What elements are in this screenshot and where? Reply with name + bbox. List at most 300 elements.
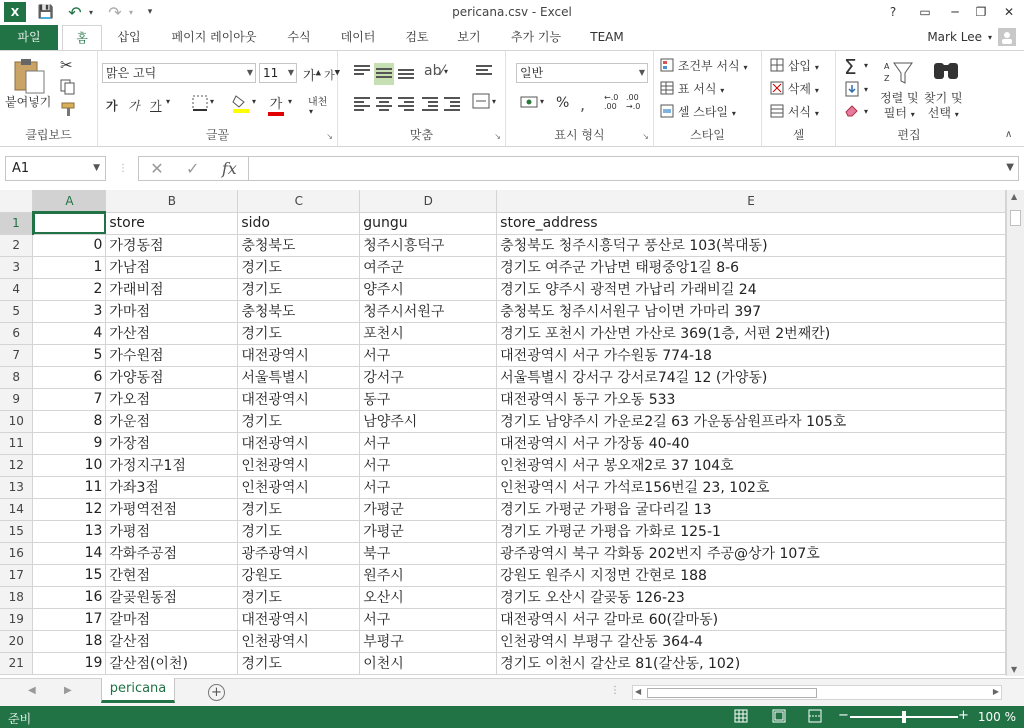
cell[interactable]: 광주광역시 북구 각화동 202번지 주공@상가 107호 bbox=[497, 542, 1006, 564]
cell[interactable]: 가평군 bbox=[360, 520, 497, 542]
font-label: 글꼴 bbox=[205, 128, 230, 142]
cell[interactable]: 인천광역시 bbox=[238, 630, 360, 652]
cell[interactable]: 가경동점 bbox=[106, 234, 238, 256]
cell[interactable]: 대전광역시 서구 갈마로 60(갈마동) bbox=[497, 608, 1006, 630]
table-row bbox=[0, 366, 1006, 388]
delete-cells-icon bbox=[770, 81, 784, 98]
fill-dropdown-icon[interactable]: ▾ bbox=[864, 85, 869, 94]
find-select-button[interactable]: 찾기 및 선택 ▾ bbox=[924, 91, 963, 120]
merge-dropdown-icon[interactable]: ▾ bbox=[492, 97, 497, 106]
page-break-view-icon[interactable] bbox=[808, 709, 822, 726]
delete-cells-label: 삭제 bbox=[787, 82, 812, 96]
row-header[interactable]: 4 bbox=[0, 278, 33, 300]
tab-file[interactable]: 파일 bbox=[0, 25, 58, 50]
cell[interactable]: 대전광역시 bbox=[238, 432, 360, 454]
font-size-select[interactable] bbox=[259, 63, 297, 83]
sheet-next-icon[interactable]: ▶ bbox=[64, 685, 72, 696]
editing-group bbox=[836, 51, 982, 146]
grow-font-icon[interactable]: 가▲ bbox=[303, 68, 321, 84]
cell[interactable]: 인천광역시 부평구 갈산동 364-4 bbox=[497, 630, 1006, 652]
close-button[interactable]: ✕ bbox=[1003, 5, 1015, 19]
name-box[interactable] bbox=[5, 156, 106, 181]
cell[interactable]: 간현점 bbox=[106, 564, 238, 586]
cell[interactable]: 강원도 bbox=[238, 564, 360, 586]
cell[interactable]: 가평역전점 bbox=[106, 498, 238, 520]
cell[interactable]: 광주광역시 bbox=[238, 542, 360, 564]
undo-dropdown-icon[interactable]: ▾ bbox=[88, 7, 93, 17]
cell[interactable]: 대전광역시 bbox=[238, 344, 360, 366]
table-row bbox=[0, 542, 1006, 564]
column-header-c[interactable]: C bbox=[238, 190, 360, 212]
clear-dropdown-icon[interactable]: ▾ bbox=[864, 107, 869, 116]
row-header[interactable]: 11 bbox=[0, 432, 33, 454]
tab-addins[interactable]: 추가 기능 bbox=[510, 30, 562, 44]
cell[interactable]: 충청북도 bbox=[238, 234, 360, 256]
cell[interactable]: 인천광역시 bbox=[238, 476, 360, 498]
format-as-table-button[interactable]: 표 서식 ▾ bbox=[660, 80, 724, 98]
conditional-format-label: 조건부 서식 bbox=[677, 59, 740, 73]
font-size-value: 11 bbox=[263, 66, 279, 80]
insert-cells-button[interactable]: 삽입 ▾ bbox=[770, 57, 819, 75]
customize-qat-icon[interactable]: ▾ bbox=[147, 7, 153, 17]
insert-cells-label: 삽입 bbox=[787, 59, 812, 73]
row-header[interactable]: 3 bbox=[0, 256, 33, 278]
svg-text:Z: Z bbox=[884, 74, 890, 83]
alignment-label: 맞춤 bbox=[409, 128, 434, 142]
cell[interactable]: 13 bbox=[33, 520, 106, 542]
underline-dropdown-icon[interactable]: ▾ bbox=[166, 97, 171, 106]
cell[interactable]: 이천시 bbox=[360, 652, 497, 674]
cell[interactable]: 0 bbox=[33, 234, 106, 256]
find-select-line2: 선택 bbox=[927, 106, 951, 120]
cell[interactable]: 9 bbox=[33, 432, 106, 454]
cell-styles-button[interactable]: 셀 스타일 ▾ bbox=[660, 103, 736, 121]
row-header[interactable]: 13 bbox=[0, 476, 33, 498]
cell[interactable]: 가정지구1점 bbox=[106, 454, 238, 476]
cell[interactable]: 대전광역시 서구 가수원동 774-18 bbox=[497, 344, 1006, 366]
table-row bbox=[0, 564, 1006, 586]
find-select-icon[interactable] bbox=[932, 59, 960, 88]
ribbon-display-icon[interactable]: ▭ bbox=[919, 5, 931, 19]
percent-button[interactable]: % bbox=[556, 95, 570, 111]
fill-color-icon[interactable] bbox=[232, 93, 250, 116]
cell[interactable]: 가운점 bbox=[106, 410, 238, 432]
cell[interactable]: 경기도 bbox=[238, 498, 360, 520]
cell[interactable]: 서구 bbox=[360, 608, 497, 630]
scroll-down-icon[interactable]: ▼ bbox=[1011, 665, 1018, 674]
cell[interactable]: 강서구 bbox=[360, 366, 497, 388]
cell[interactable]: 인천광역시 서구 봉오재2로 37 104호 bbox=[497, 454, 1006, 476]
column-header-d[interactable]: D bbox=[360, 190, 497, 212]
cell[interactable]: 갈산점(이천) bbox=[106, 652, 238, 674]
enter-icon[interactable]: ✓ bbox=[186, 159, 200, 178]
restore-button[interactable]: ❐ bbox=[975, 5, 987, 19]
number-format-value: 일반 bbox=[520, 66, 544, 80]
sort-filter-line1: 정렬 및 bbox=[880, 91, 919, 105]
merge-center-icon[interactable] bbox=[472, 93, 490, 112]
copy-icon[interactable] bbox=[60, 79, 76, 98]
row-header[interactable]: 19 bbox=[0, 608, 33, 630]
minimize-button[interactable]: ─ bbox=[951, 5, 959, 19]
row-header[interactable]: 7 bbox=[0, 344, 33, 366]
column-header-a[interactable]: A bbox=[33, 190, 106, 212]
help-button[interactable]: ? bbox=[889, 5, 897, 19]
row-header[interactable]: 5 bbox=[0, 300, 33, 322]
name-box-value: A1 bbox=[12, 161, 30, 176]
user-name: Mark Lee bbox=[927, 30, 982, 44]
orientation-icon[interactable]: ab⁄ bbox=[424, 63, 444, 79]
redo-icon[interactable]: ↷ bbox=[108, 2, 122, 22]
cell[interactable]: 청주시서원구 bbox=[360, 300, 497, 322]
cell[interactable]: 경기도 남양주시 가운로2길 63 가운동삼원프라자 105호 bbox=[497, 410, 1006, 432]
cell[interactable]: 가수원점 bbox=[106, 344, 238, 366]
cell[interactable]: 6 bbox=[33, 366, 106, 388]
cell[interactable]: 부평구 bbox=[360, 630, 497, 652]
cell[interactable]: 1 bbox=[33, 256, 106, 278]
tab-data[interactable]: 데이터 bbox=[340, 30, 376, 44]
formula-buttons bbox=[138, 156, 248, 181]
cell[interactable]: 갈마점 bbox=[106, 608, 238, 630]
cell[interactable]: store bbox=[106, 212, 238, 234]
shrink-font-icon[interactable]: 가▼ bbox=[324, 68, 341, 82]
column-header-e[interactable]: E bbox=[497, 190, 1006, 212]
cell[interactable]: 15 bbox=[33, 564, 106, 586]
clipboard-group bbox=[0, 51, 98, 146]
number-format-dropdown-icon: ▼ bbox=[638, 68, 645, 77]
increase-indent-icon[interactable] bbox=[444, 95, 460, 113]
row-header[interactable]: 17 bbox=[0, 564, 33, 586]
cell[interactable]: 경기도 bbox=[238, 586, 360, 608]
number-label: 표시 형식 bbox=[554, 128, 605, 142]
status-ready: 준비 bbox=[8, 712, 32, 726]
format-cells-button[interactable]: 서식 ▾ bbox=[770, 103, 819, 121]
table-row bbox=[0, 630, 1006, 652]
table-row bbox=[0, 608, 1006, 630]
align-left-icon[interactable] bbox=[354, 95, 370, 113]
number-format-select[interactable] bbox=[516, 63, 648, 83]
table-row bbox=[0, 432, 1006, 454]
styles-label: 스타일 bbox=[690, 128, 725, 142]
svg-text:A: A bbox=[884, 62, 890, 71]
status-bar bbox=[0, 706, 1024, 728]
cell[interactable]: 남양주시 bbox=[360, 410, 497, 432]
cell[interactable]: 서구 bbox=[360, 432, 497, 454]
delete-cells-button[interactable]: 삭제 ▾ bbox=[770, 80, 819, 98]
tab-page-layout[interactable]: 페이지 레이아웃 bbox=[171, 30, 257, 44]
cell[interactable]: 가래비점 bbox=[106, 278, 238, 300]
cell[interactable]: 경기도 포천시 가산면 가산로 369(1층, 서편 2번째칸) bbox=[497, 322, 1006, 344]
cell[interactable]: 2 bbox=[33, 278, 106, 300]
cell[interactable]: 가평군 bbox=[360, 498, 497, 520]
comma-icon[interactable]: , bbox=[580, 95, 586, 114]
font-name-dropdown-icon: ▼ bbox=[246, 68, 253, 77]
row-header[interactable]: 6 bbox=[0, 322, 33, 344]
tab-home[interactable]: 홈 bbox=[62, 25, 102, 51]
cell[interactable]: 오산시 bbox=[360, 586, 497, 608]
cell[interactable]: 8 bbox=[33, 410, 106, 432]
format-as-table-label: 표 서식 bbox=[677, 82, 717, 96]
cell[interactable]: 대전광역시 서구 가장동 40-40 bbox=[497, 432, 1006, 454]
window-title: pericana.csv - Excel bbox=[452, 5, 572, 19]
name-box-dropdown-icon: ▼ bbox=[93, 163, 100, 173]
horizontal-scroll-thumb[interactable] bbox=[647, 688, 817, 698]
phonetic-icon[interactable]: 내천 bbox=[308, 97, 328, 108]
decrease-decimal-icon[interactable]: .00 →.0 bbox=[626, 93, 641, 111]
cell[interactable]: 북구 bbox=[360, 542, 497, 564]
cell[interactable]: 3 bbox=[33, 300, 106, 322]
table-row bbox=[0, 476, 1006, 498]
sort-filter-icon[interactable] bbox=[884, 59, 914, 90]
cell[interactable]: 4 bbox=[33, 322, 106, 344]
cell[interactable]: 서구 bbox=[360, 454, 497, 476]
find-select-line1: 찾기 및 bbox=[924, 91, 963, 105]
cell[interactable]: 대전광역시 bbox=[238, 388, 360, 410]
cell[interactable]: 경기도 bbox=[238, 278, 360, 300]
cell[interactable]: 17 bbox=[33, 608, 106, 630]
phonetic-dropdown-icon[interactable]: ▾ bbox=[309, 107, 314, 116]
align-center-icon[interactable] bbox=[376, 95, 392, 113]
sheet-prev-icon[interactable]: ◀ bbox=[28, 685, 36, 696]
wrap-text-icon[interactable] bbox=[476, 63, 492, 77]
cell[interactable]: 경기도 bbox=[238, 520, 360, 542]
cut-icon[interactable]: ✂ bbox=[60, 56, 73, 74]
zoom-in-icon[interactable]: + bbox=[958, 708, 969, 723]
cell[interactable]: 경기도 bbox=[238, 322, 360, 344]
cancel-icon[interactable]: ✕ bbox=[150, 159, 164, 178]
cell[interactable]: store_address bbox=[497, 212, 1006, 234]
sort-filter-button[interactable]: 정렬 및 필터 ▾ bbox=[880, 91, 919, 120]
orientation-dropdown-icon[interactable]: ▾ bbox=[444, 67, 449, 76]
row-header[interactable]: 8 bbox=[0, 366, 33, 388]
borders-dropdown-icon[interactable]: ▾ bbox=[210, 97, 215, 106]
zoom-slider[interactable] bbox=[850, 716, 958, 718]
vertical-scroll-thumb[interactable] bbox=[1010, 210, 1021, 226]
cell[interactable]: 갈곶원동점 bbox=[106, 586, 238, 608]
row-header[interactable]: 2 bbox=[0, 234, 33, 256]
cell[interactable]: 가남점 bbox=[106, 256, 238, 278]
italic-button[interactable]: 가 bbox=[128, 99, 140, 113]
cell[interactable]: 갈산점 bbox=[106, 630, 238, 652]
table-row bbox=[0, 300, 1006, 322]
insert-function-icon[interactable]: fx bbox=[221, 159, 237, 178]
tab-review[interactable]: 검토 bbox=[405, 30, 429, 44]
ribbon-tabs bbox=[0, 25, 1024, 50]
clipboard-label: 클립보드 bbox=[25, 128, 72, 142]
cell[interactable]: 경기도 양주시 광적면 가납리 가래비길 24 bbox=[497, 278, 1006, 300]
cell-styles-icon bbox=[660, 104, 674, 121]
horizontal-scrollbar[interactable] bbox=[632, 685, 1002, 700]
cell[interactable]: 여주군 bbox=[360, 256, 497, 278]
cell[interactable]: 경기도 가평군 가평읍 가화로 125-1 bbox=[497, 520, 1006, 542]
increase-decimal-icon[interactable]: ←.0 .00 bbox=[604, 93, 619, 111]
cell[interactable]: 경기도 이천시 갈산로 81(갈산동, 102) bbox=[497, 652, 1006, 674]
cell[interactable]: 가평점 bbox=[106, 520, 238, 542]
row-header[interactable]: 21 bbox=[0, 652, 33, 674]
sheet-tab-pericana[interactable]: pericana bbox=[101, 678, 175, 703]
expand-formula-icon[interactable]: ▼ bbox=[1006, 162, 1014, 173]
font-color-icon[interactable]: 가 bbox=[268, 93, 284, 116]
cells-group bbox=[762, 51, 836, 146]
align-top-icon[interactable] bbox=[354, 63, 370, 77]
fill-icon[interactable] bbox=[844, 81, 860, 100]
cell[interactable]: 대전광역시 bbox=[238, 608, 360, 630]
cell[interactable]: 경기도 bbox=[238, 652, 360, 674]
paste-button[interactable]: 붙여넣기 bbox=[5, 95, 52, 109]
spreadsheet-grid bbox=[0, 190, 1006, 676]
cell[interactable]: sido bbox=[238, 212, 360, 234]
cell[interactable]: 12 bbox=[33, 498, 106, 520]
cell[interactable]: 원주시 bbox=[360, 564, 497, 586]
avatar bbox=[998, 28, 1016, 46]
number-launcher-icon[interactable]: ↘ bbox=[642, 132, 649, 141]
cell[interactable]: 인천광역시 bbox=[238, 454, 360, 476]
autosum-icon[interactable]: Σ bbox=[844, 55, 857, 79]
alignment-launcher-icon[interactable]: ↘ bbox=[494, 132, 501, 141]
cell[interactable]: 서울특별시 bbox=[238, 366, 360, 388]
currency-icon[interactable] bbox=[520, 95, 538, 112]
row-header[interactable]: 20 bbox=[0, 630, 33, 652]
formula-grip-icon: ⋮ bbox=[118, 163, 128, 174]
cell[interactable]: 11 bbox=[33, 476, 106, 498]
tab-formulas[interactable]: 수식 bbox=[287, 30, 311, 44]
cell[interactable]: 가산점 bbox=[106, 322, 238, 344]
cell[interactable]: 16 bbox=[33, 586, 106, 608]
tab-team[interactable]: TEAM bbox=[590, 30, 624, 44]
conditional-format-button[interactable]: 조건부 서식 ▾ bbox=[660, 57, 747, 75]
cell[interactable]: 10 bbox=[33, 454, 106, 476]
format-cells-icon bbox=[770, 104, 784, 121]
font-size-dropdown-icon: ▼ bbox=[287, 68, 294, 77]
row-header[interactable]: 10 bbox=[0, 410, 33, 432]
scroll-up-icon[interactable]: ▲ bbox=[1011, 192, 1018, 201]
cell[interactable]: 경기도 오산시 갈곶동 126-23 bbox=[497, 586, 1006, 608]
tab-split-grip-icon[interactable]: ⋮ bbox=[610, 685, 620, 696]
format-cells-label: 서식 bbox=[787, 105, 812, 119]
bold-button[interactable]: 가 bbox=[106, 99, 118, 113]
cell[interactable]: 충청북도 bbox=[238, 300, 360, 322]
cell[interactable] bbox=[33, 212, 106, 234]
cell[interactable]: 19 bbox=[33, 652, 106, 674]
cell[interactable]: 청주시흥덕구 bbox=[360, 234, 497, 256]
clear-icon[interactable] bbox=[844, 103, 860, 120]
fill-color-dropdown-icon[interactable]: ▾ bbox=[252, 97, 257, 106]
cell[interactable]: 가장점 bbox=[106, 432, 238, 454]
vertical-scrollbar[interactable] bbox=[1006, 190, 1024, 676]
scroll-left-icon[interactable]: ◀ bbox=[635, 687, 642, 696]
select-all-corner[interactable] bbox=[0, 190, 33, 212]
paste-icon[interactable] bbox=[12, 57, 46, 98]
alignment-group bbox=[338, 51, 506, 146]
row-header[interactable]: 9 bbox=[0, 388, 33, 410]
collapse-ribbon-icon[interactable]: ∧ bbox=[1005, 129, 1013, 140]
cell-styles-label: 셀 스타일 bbox=[677, 105, 729, 119]
cell[interactable]: 18 bbox=[33, 630, 106, 652]
align-right-icon[interactable] bbox=[398, 95, 414, 113]
cell[interactable]: gungu bbox=[360, 212, 497, 234]
cell[interactable]: 충청북도 청주시흥덕구 풍산로 103(복대동) bbox=[497, 234, 1006, 256]
cell[interactable]: 가오점 bbox=[106, 388, 238, 410]
font-color-dropdown-icon[interactable]: ▾ bbox=[288, 97, 293, 106]
styles-group bbox=[654, 51, 762, 146]
tab-insert[interactable]: 삽입 bbox=[117, 30, 141, 44]
zoom-slider-knob[interactable] bbox=[902, 711, 906, 723]
cell[interactable]: 양주시 bbox=[360, 278, 497, 300]
cell[interactable]: 포천시 bbox=[360, 322, 497, 344]
table-format-icon bbox=[660, 81, 674, 98]
cell[interactable]: 각화주공점 bbox=[106, 542, 238, 564]
table-row bbox=[0, 212, 1006, 234]
row-header[interactable]: 15 bbox=[0, 520, 33, 542]
cell[interactable]: 가좌3점 bbox=[106, 476, 238, 498]
cell[interactable]: 가마점 bbox=[106, 300, 238, 322]
editing-label: 편집 bbox=[897, 128, 921, 142]
align-bottom-icon[interactable] bbox=[398, 67, 414, 81]
save-icon[interactable]: 💾 bbox=[37, 4, 55, 20]
undo-icon[interactable]: ↶ bbox=[68, 2, 82, 22]
normal-view-icon[interactable] bbox=[734, 709, 748, 726]
currency-dropdown-icon[interactable]: ▾ bbox=[540, 97, 545, 106]
table-row bbox=[0, 652, 1006, 674]
page-layout-view-icon[interactable] bbox=[772, 709, 786, 726]
cell[interactable]: 5 bbox=[33, 344, 106, 366]
cell[interactable]: 충청북도 청주시서원구 남이면 가마리 397 bbox=[497, 300, 1006, 322]
number-group bbox=[506, 51, 654, 146]
table-row bbox=[0, 388, 1006, 410]
cell[interactable]: 14 bbox=[33, 542, 106, 564]
scroll-right-icon[interactable]: ▶ bbox=[992, 687, 999, 696]
cell[interactable]: 가양동점 bbox=[106, 366, 238, 388]
zoom-out-icon[interactable]: − bbox=[838, 708, 849, 723]
row-header[interactable]: 18 bbox=[0, 586, 33, 608]
autosum-dropdown-icon[interactable]: ▾ bbox=[864, 61, 869, 70]
cell[interactable]: 경기도 bbox=[238, 410, 360, 432]
tab-view[interactable]: 보기 bbox=[457, 30, 481, 44]
row-header[interactable]: 16 bbox=[0, 542, 33, 564]
column-header-b[interactable]: B bbox=[106, 190, 238, 212]
cell[interactable]: 경기도 bbox=[238, 256, 360, 278]
row-header[interactable]: 12 bbox=[0, 454, 33, 476]
cell[interactable]: 서구 bbox=[360, 476, 497, 498]
borders-icon[interactable] bbox=[192, 95, 208, 114]
cell[interactable]: 강원도 원주시 지정면 간현로 188 bbox=[497, 564, 1006, 586]
cell[interactable]: 서울특별시 강서구 강서로74길 12 (가양동) bbox=[497, 366, 1006, 388]
row-header[interactable]: 1 bbox=[0, 212, 33, 234]
add-sheet-button[interactable]: + bbox=[208, 684, 225, 701]
underline-button[interactable]: 가 bbox=[150, 99, 162, 113]
row-header[interactable]: 14 bbox=[0, 498, 33, 520]
cell[interactable]: 경기도 여주군 가남면 태평중앙1길 8-6 bbox=[497, 256, 1006, 278]
format-painter-icon[interactable] bbox=[60, 101, 78, 120]
decrease-indent-icon[interactable] bbox=[422, 95, 438, 113]
cell[interactable]: 경기도 가평군 가평읍 굴다리길 13 bbox=[497, 498, 1006, 520]
table-row bbox=[0, 410, 1006, 432]
font-launcher-icon[interactable]: ↘ bbox=[326, 132, 333, 141]
cell[interactable]: 인천광역시 서구 가석로156번길 23, 102호 bbox=[497, 476, 1006, 498]
align-middle-icon[interactable] bbox=[374, 63, 394, 85]
font-name-select[interactable] bbox=[102, 63, 256, 83]
zoom-level[interactable]: 100 % bbox=[977, 710, 1016, 724]
table-row bbox=[0, 278, 1006, 300]
cell[interactable]: 서구 bbox=[360, 344, 497, 366]
cell[interactable]: 7 bbox=[33, 388, 106, 410]
sheet-tabs-bar bbox=[0, 678, 1024, 706]
user-account[interactable] bbox=[927, 28, 1016, 46]
cells-label: 셀 bbox=[792, 128, 805, 142]
redo-dropdown-icon[interactable]: ▾ bbox=[128, 7, 133, 17]
cell[interactable]: 동구 bbox=[360, 388, 497, 410]
cell[interactable]: 대전광역시 동구 가오동 533 bbox=[497, 388, 1006, 410]
formula-input[interactable] bbox=[248, 156, 1019, 181]
